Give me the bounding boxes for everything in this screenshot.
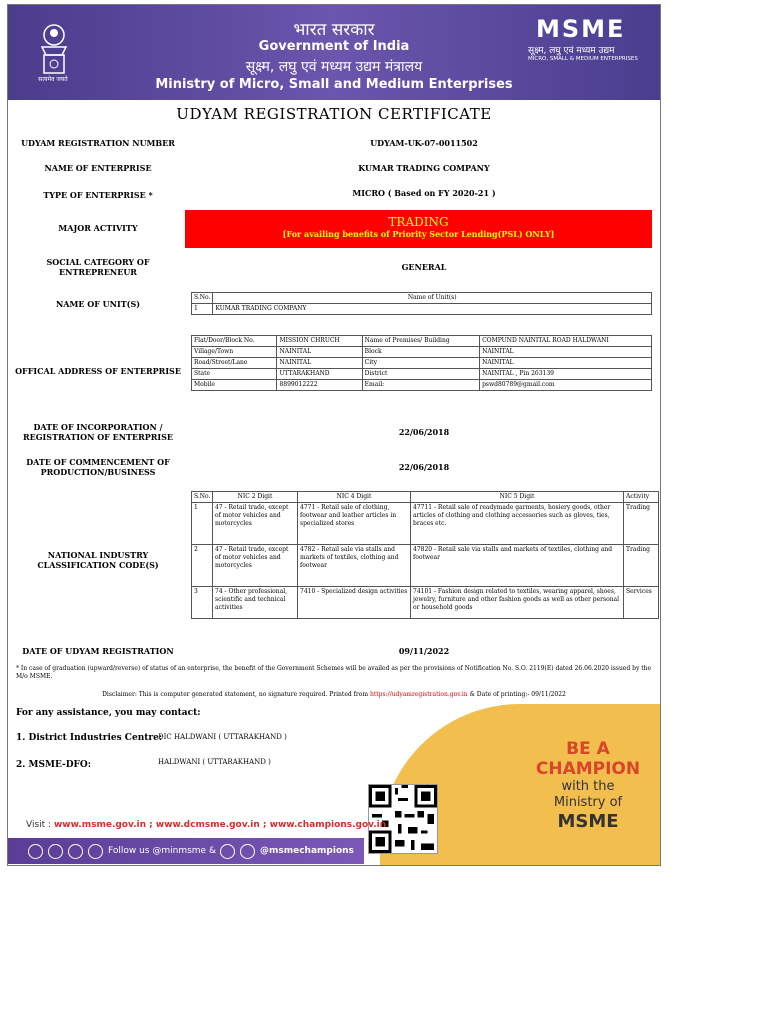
enterprise-name: KUMAR TRADING COMPANY bbox=[358, 163, 490, 173]
units-label: NAME OF UNIT(S) bbox=[55, 299, 141, 309]
msme-logo-hindi: सूक्ष्म, लघु एवं मध्यम उद्यम bbox=[528, 46, 615, 56]
social-category: GENERAL bbox=[401, 262, 447, 272]
nic-cell: 7410 - Specialized design activities bbox=[298, 587, 411, 619]
facebook-icon[interactable] bbox=[220, 844, 235, 859]
type-label: TYPE OF ENTERPRISE * bbox=[43, 190, 153, 200]
visit-urls[interactable]: www.msme.gov.in ; www.dcmsme.gov.in ; www.champions.gov.in bbox=[53, 820, 387, 830]
nic-cell: 47 - Retail trade, except of motor vehicles and motorcycles bbox=[213, 503, 298, 545]
address-label: OFFICAL ADDRESS OF ENTERPRISE bbox=[15, 366, 181, 376]
address-table bbox=[191, 335, 652, 391]
contact-dfo-value: HALDWANI ( UTTARAKHAND ) bbox=[158, 758, 271, 766]
disclaimer-print-date: & Date of printing:- 09/11/2022 bbox=[469, 691, 566, 698]
udyam-date-label: DATE OF UDYAM REGISTRATION bbox=[22, 646, 174, 656]
table-row bbox=[192, 545, 659, 587]
youtube-icon[interactable] bbox=[68, 844, 83, 859]
address-cell: NAINITAL bbox=[277, 358, 362, 369]
address-cell: Mobile bbox=[192, 380, 277, 391]
nic-header: Activity bbox=[624, 492, 659, 503]
table-row bbox=[192, 336, 652, 347]
certificate bbox=[7, 4, 661, 866]
reg-number: UDYAM-UK-07-0011502 bbox=[370, 138, 478, 148]
ministry-hindi: सूक्ष्म, लघु एवं मध्यम उद्यम मंत्रालय bbox=[245, 59, 423, 75]
champions-handle: @msmechampions bbox=[260, 846, 354, 856]
commencement-label: DATE OF COMMENCEMENT OF PRODUCTION/BUSINESS bbox=[26, 457, 170, 477]
social-label: SOCIAL CATEGORY OF ENTREPRENEUR bbox=[46, 257, 150, 277]
units-header-name: Name of Unit(s) bbox=[213, 293, 652, 304]
address-cell: Village/Town bbox=[192, 347, 277, 358]
header-banner bbox=[8, 5, 660, 100]
address-cell: Email: bbox=[362, 380, 479, 391]
twitter-icon[interactable] bbox=[88, 844, 103, 859]
disclaimer bbox=[8, 691, 660, 698]
graduation-note: * In case of graduation (upward/reverse) of status of an enterprise, the benefit of the Government Schemes will be availed as per the provisions of Notification No. S.O. 2119(E) dated 26.06.2020 issued by the M/o MSME. bbox=[16, 665, 652, 680]
assistance-heading: For any assistance, you may contact: bbox=[16, 708, 201, 718]
nic-cell: 47820 - Retail sale via stalls and markets of textiles, clothing and footwear bbox=[411, 545, 624, 587]
nic-cell: 4782 - Retail sale via stalls and markets of textiles, clothing and footwear bbox=[298, 545, 411, 587]
emblem-caption: सत्यमेव जयते bbox=[38, 76, 68, 83]
follow-text: Follow us @minmsme & bbox=[108, 846, 216, 856]
nic-label: NATIONAL INDUSTRY CLASSIFICATION CODE(S) bbox=[37, 550, 159, 570]
disclaimer-text: Disclaimer: This is computer generated statement, no signature required. Printed from bbox=[102, 691, 369, 698]
reg-number-label: UDYAM REGISTRATION NUMBER bbox=[21, 138, 175, 148]
social-footer bbox=[8, 838, 364, 864]
incorporation-label: DATE OF INCORPORATION / REGISTRATION OF ENTERPRISE bbox=[22, 422, 174, 442]
address-cell: NAINITAL bbox=[480, 358, 652, 369]
table-row bbox=[192, 304, 652, 315]
activity-note: [For availing benefits of Priority Sector Lending(PSL) ONLY] bbox=[282, 229, 555, 239]
nic-header: NIC 2 Digit bbox=[213, 492, 298, 503]
address-cell: Block bbox=[362, 347, 479, 358]
address-cell: NAINITAL bbox=[277, 347, 362, 358]
units-cell: 1 bbox=[192, 304, 213, 315]
instagram-icon[interactable] bbox=[48, 844, 63, 859]
nic-header: NIC 4 Digit bbox=[298, 492, 411, 503]
qr-code-icon bbox=[368, 784, 438, 854]
certificate-title: UDYAM REGISTRATION CERTIFICATE bbox=[176, 105, 492, 123]
contact-dic-label: 1. District Industries Centre: bbox=[16, 733, 163, 743]
champion-line: BE A bbox=[566, 739, 610, 759]
enterprise-name-label: NAME OF ENTERPRISE bbox=[44, 163, 152, 173]
nic-cell: Services bbox=[624, 587, 659, 619]
nic-cell: 3 bbox=[192, 587, 213, 619]
address-cell: Name of Premises/ Building bbox=[362, 336, 479, 347]
nic-cell: 74 - Other professional, scientific and technical activities bbox=[213, 587, 298, 619]
table-row bbox=[192, 369, 652, 380]
contact-dfo-label: 2. MSME-DFO: bbox=[16, 760, 92, 770]
activity-value: TRADING bbox=[388, 215, 449, 229]
address-cell: MISSION CHRUCH bbox=[277, 336, 362, 347]
udyam-date: 09/11/2022 bbox=[398, 646, 450, 656]
address-cell: Flat/Door/Block No. bbox=[192, 336, 277, 347]
table-row bbox=[192, 380, 652, 391]
units-cell: KUMAR TRADING COMPANY bbox=[213, 304, 652, 315]
champion-line: Ministry of bbox=[553, 795, 623, 810]
twitter-icon[interactable] bbox=[240, 844, 255, 859]
activity-box bbox=[185, 210, 652, 248]
table-row bbox=[192, 587, 659, 619]
address-cell: COMPUND NAINITAL ROAD HALDWANI bbox=[480, 336, 652, 347]
units-table bbox=[191, 292, 652, 315]
activity-label: MAJOR ACTIVITY bbox=[58, 223, 138, 233]
address-cell: UTTARAKHAND bbox=[277, 369, 362, 380]
msme-logo-english: MICRO, SMALL & MEDIUM ENTERPRISES bbox=[528, 56, 638, 62]
champion-line: MSME bbox=[557, 811, 619, 832]
msme-logo: MSME bbox=[536, 15, 626, 43]
incorporation-date: 22/06/2018 bbox=[398, 427, 450, 437]
nic-cell: 1 bbox=[192, 503, 213, 545]
disclaimer-link[interactable]: https://udyamregistration.gov.in bbox=[369, 691, 468, 698]
nic-header: NIC 5 Digit bbox=[411, 492, 624, 503]
gov-title-english: Government of India bbox=[258, 39, 410, 54]
commencement-date: 22/06/2018 bbox=[398, 462, 450, 472]
nic-header: S.No. bbox=[192, 492, 213, 503]
gov-title-hindi: भारत सरकार bbox=[293, 20, 375, 40]
enterprise-type: MICRO ( Based on FY 2020-21 ) bbox=[352, 188, 496, 198]
nic-cell: Trading bbox=[624, 545, 659, 587]
nic-table bbox=[191, 491, 659, 619]
visit-links bbox=[26, 820, 386, 830]
address-cell: Road/Street/Lane bbox=[192, 358, 277, 369]
address-cell: NAINITAL , Pin 263139 bbox=[480, 369, 652, 380]
address-cell: pswd80789@gmail.com bbox=[480, 380, 652, 391]
nic-cell: 4771 - Retail sale of clothing, footwear and leather articles in specialized stores bbox=[298, 503, 411, 545]
facebook-icon[interactable] bbox=[28, 844, 43, 859]
nic-cell: 2 bbox=[192, 545, 213, 587]
table-row bbox=[192, 293, 652, 304]
nic-cell: Trading bbox=[624, 503, 659, 545]
address-cell: 8899012222 bbox=[277, 380, 362, 391]
nic-cell: 47711 - Retail sale of readymade garments, hosiery goods, other articles of clothing and clothing accessories such as gloves, ties, braces etc. bbox=[411, 503, 624, 545]
champion-line: CHAMPION bbox=[535, 759, 641, 779]
table-row bbox=[192, 347, 652, 358]
address-cell: District bbox=[362, 369, 479, 380]
nic-cell: 47 - Retail trade, except of motor vehicles and motorcycles bbox=[213, 545, 298, 587]
visit-label: Visit : bbox=[26, 820, 54, 830]
contact-dic-value: DIC HALDWANI ( UTTARAKHAND ) bbox=[158, 733, 287, 741]
address-cell: City bbox=[362, 358, 479, 369]
champion-line: with the bbox=[561, 779, 615, 794]
address-cell: NAINITAL bbox=[480, 347, 652, 358]
champion-text bbox=[518, 739, 658, 833]
address-cell: State bbox=[192, 369, 277, 380]
ministry-english: Ministry of Micro, Small and Medium Enterprises bbox=[155, 77, 513, 92]
table-row bbox=[192, 503, 659, 545]
units-header-sno: S.No. bbox=[192, 293, 213, 304]
nic-cell: 74101 - Fashion design related to textiles, wearing apparel, shoes, jewelry, furniture and other fashion goods as well as other personal or household goods bbox=[411, 587, 624, 619]
table-row bbox=[192, 358, 652, 369]
table-row bbox=[192, 492, 659, 503]
